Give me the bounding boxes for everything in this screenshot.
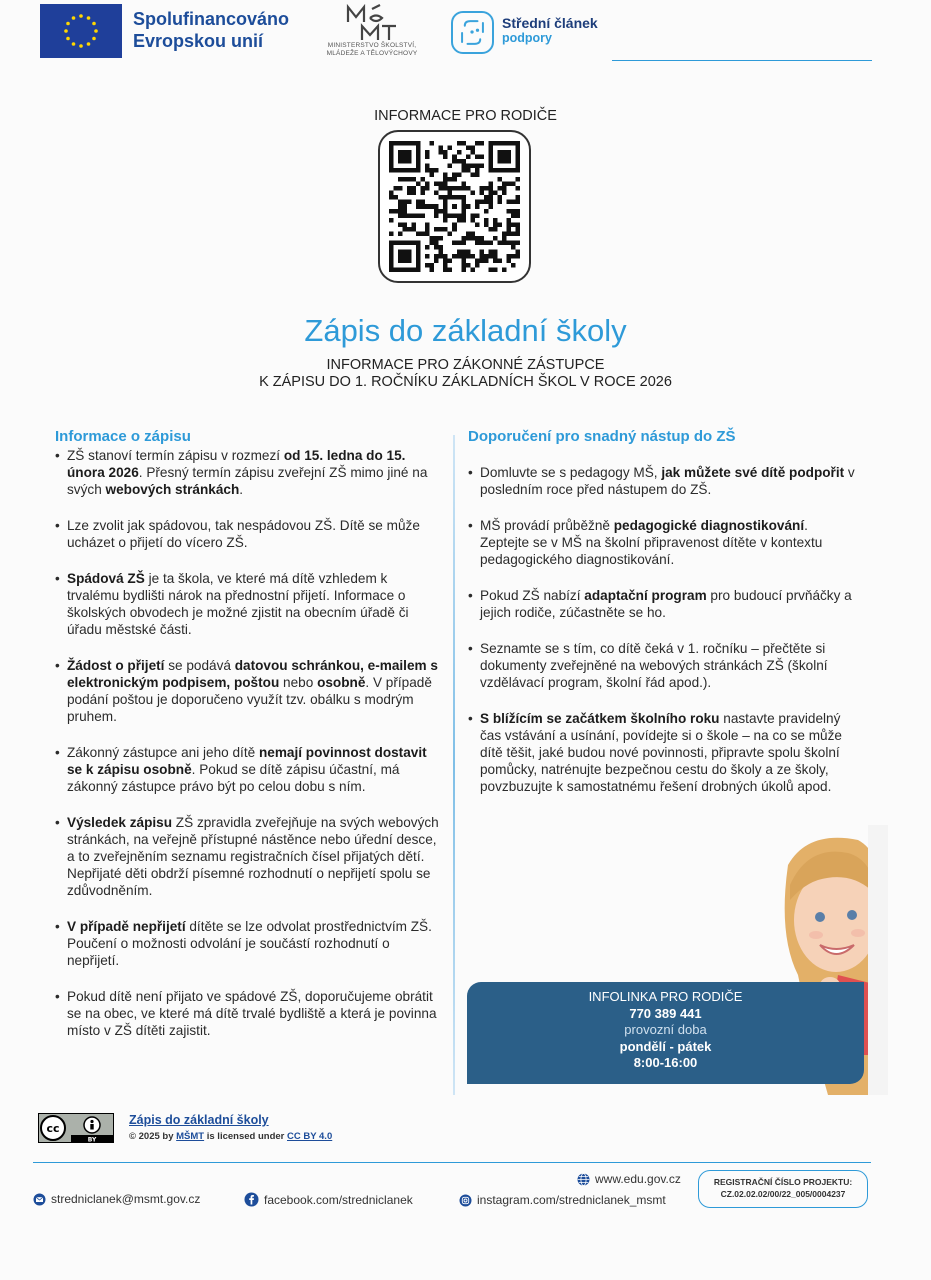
- page-title: Zápis do základní školy: [304, 313, 627, 348]
- license-type-link[interactable]: CC BY 4.0: [287, 1131, 333, 1142]
- column-divider: [453, 435, 455, 1095]
- license-owner-link[interactable]: MŠMT: [176, 1131, 205, 1142]
- license-line: © 2025 by MŠMT is licensed under CC BY 4.0: [129, 1131, 333, 1142]
- list-item: • Spádová ZŠ je ta škola, ve které má dítě vzhledem k trvalému bydlišti nárok na přednostní přijetí. Informace o školských obvodech je možné zjistit na obecním úřadě či úřadu městské části.: [55, 570, 440, 638]
- footer-instagram-link[interactable]: instagram.com/stredniclanek_msmt: [459, 1193, 666, 1207]
- page-subtitle: INFORMACE PRO ZÁKONNÉ ZÁSTUPCE K ZÁPISU DO 1. ROČNÍKU ZÁKLADNÍCH ŠKOL V ROCE 2026: [259, 357, 672, 390]
- license-work-title[interactable]: Zápis do základní školy: [129, 1113, 269, 1127]
- list-item: • Žádost o přijetí se podává datovou schránkou, e-mailem s elektronickým podpisem, poštou nebo osobně. V případě podání poštou je doporučeno využít tzv. obálku s modrým pruhem.: [55, 657, 440, 725]
- recommendations-column: [468, 428, 856, 814]
- eu-cofunding-text: Spolufinancováno Evropskou unií: [133, 9, 290, 51]
- list-item: • S blížícím se začátkem školního roku nastavte pravidelný čas vstávání a usínání, povídejte si o škole – na co se může dítě těšit, jaké budou nové povinnosti, připravte spolu školní pomůcky, natrénujte bezpečnou cestu do školy a ze školy, povzbuzujte k samostatnému řešení drobných úkolů apod.: [468, 710, 856, 795]
- infoline-box: [467, 982, 864, 1084]
- registration-number: CZ.02.02.02/00/22_005/0004237: [720, 1189, 846, 1199]
- list-item: • Domluvte se s pedagogy MŠ, jak můžete své dítě podpořit v posledním roce před nástupem do ZŠ.: [468, 464, 856, 498]
- list-item: • Zákonný zástupce ani jeho dítě nemají povinnost dostavit se k zápisu osobně. Pokud se dítě zápisu účastní, má zákonný zástupce právo být po celou dobu s ním.: [55, 744, 440, 795]
- list-item: • ZŠ stanoví termín zápisu v rozmezí od 15. ledna do 15. února 2026. Přesný termín zápisu zveřejní ZŠ mimo jiné na svých webových stránkách.: [55, 447, 440, 498]
- list-item: • Pokud ZŠ nabízí adaptační program pro budoucí prvňáčky a jejich rodiče, zúčastněte se ho.: [468, 587, 856, 621]
- list-item: • Výsledek zápisu ZŠ zpravidla zveřejňuje na svých webových stránkách, na veřejně přístupné nástěnce nebo úřední desce, a to zveřejněním seznamu registračních čísel přijatých dětí. Nepřijaté děti obdrží písemné rozhodnutí o nepřijetí spolu se zdůvodněním.: [55, 814, 440, 899]
- list-item: • V případě nepřijetí dítěte se lze odvolat prostřednictvím ZŠ. Poučení o možnosti odvolání je součástí rozhodnutí o nepřijetí.: [55, 918, 440, 969]
- footer-web-link[interactable]: www.edu.gov.cz: [577, 1172, 681, 1186]
- facebook-icon: [244, 1192, 259, 1207]
- recommendations-heading: Doporučení pro snadný nástup do ZŠ: [468, 428, 736, 445]
- project-registration-box: [698, 1170, 868, 1208]
- list-item: • Lze zvolit jak spádovou, tak nespádovou ZŠ. Dítě se může ucházet o přijetí do vícero ZŠ.: [55, 517, 440, 551]
- qr-caption: INFORMACE PRO RODIČE: [374, 108, 557, 124]
- footer-email-link[interactable]: stredniclanek@msmt.gov.cz: [33, 1192, 200, 1206]
- header-divider: [612, 60, 872, 61]
- qr-code[interactable]: [378, 130, 531, 283]
- list-item: • Seznamte se s tím, co dítě čeká v 1. ročníku – přečtěte si dokumenty zveřejněné na webových stránkách ZŠ (školní vzdělávací program, školní řád apod.).: [468, 640, 856, 691]
- msmt-logo: [313, 4, 431, 62]
- registration-label: REGISTRAČNÍ ČÍSLO PROJEKTU:: [713, 1177, 853, 1187]
- globe-icon: [577, 1173, 590, 1186]
- stredni-clanek-logo-text: Střední článek podpory: [502, 15, 598, 45]
- infoline-days: pondělí - pátek: [619, 1038, 712, 1054]
- chat-icon: [451, 11, 494, 54]
- footer-facebook-link[interactable]: facebook.com/stredniclanek: [244, 1192, 413, 1207]
- eu-flag-logo: [40, 4, 122, 58]
- mail-icon: [33, 1193, 46, 1206]
- list-item: • MŠ provádí průběžně pedagogické diagnostikování. Zeptejte se v MŠ na školní připravenost dítěte v kontextu pedagogického diagnostikování.: [468, 517, 856, 568]
- list-item: • Pokud dítě není přijato ve spádové ZŠ, doporučujeme obrátit se na obec, ve které má dítě trvalé bydliště a která je povinna místo v ZŠ dítěti zajistit.: [55, 988, 440, 1039]
- msmt-name-line1: MINISTERSTVO ŠKOLSTVÍ,: [327, 42, 417, 49]
- infoline-time: 8:00-16:00: [633, 1055, 698, 1070]
- infoline-phone[interactable]: 770 389 441: [629, 1005, 702, 1021]
- enrollment-info-heading: Informace o zápisu: [55, 428, 191, 445]
- footer-divider: [33, 1162, 871, 1163]
- infoline-hours-label: provozní doba: [624, 1022, 707, 1037]
- infoline-label: INFOLINKA PRO RODIČE: [588, 989, 743, 1004]
- cc-license-badge: [38, 1113, 114, 1143]
- cc-by-label: BY: [87, 1136, 97, 1143]
- instagram-icon: [459, 1194, 472, 1207]
- enrollment-info-column: [55, 428, 440, 1058]
- svg-text:cc: cc: [46, 1122, 60, 1135]
- msmt-name-line2: MLÁDEŽE A TĚLOVÝCHOVY: [326, 50, 418, 57]
